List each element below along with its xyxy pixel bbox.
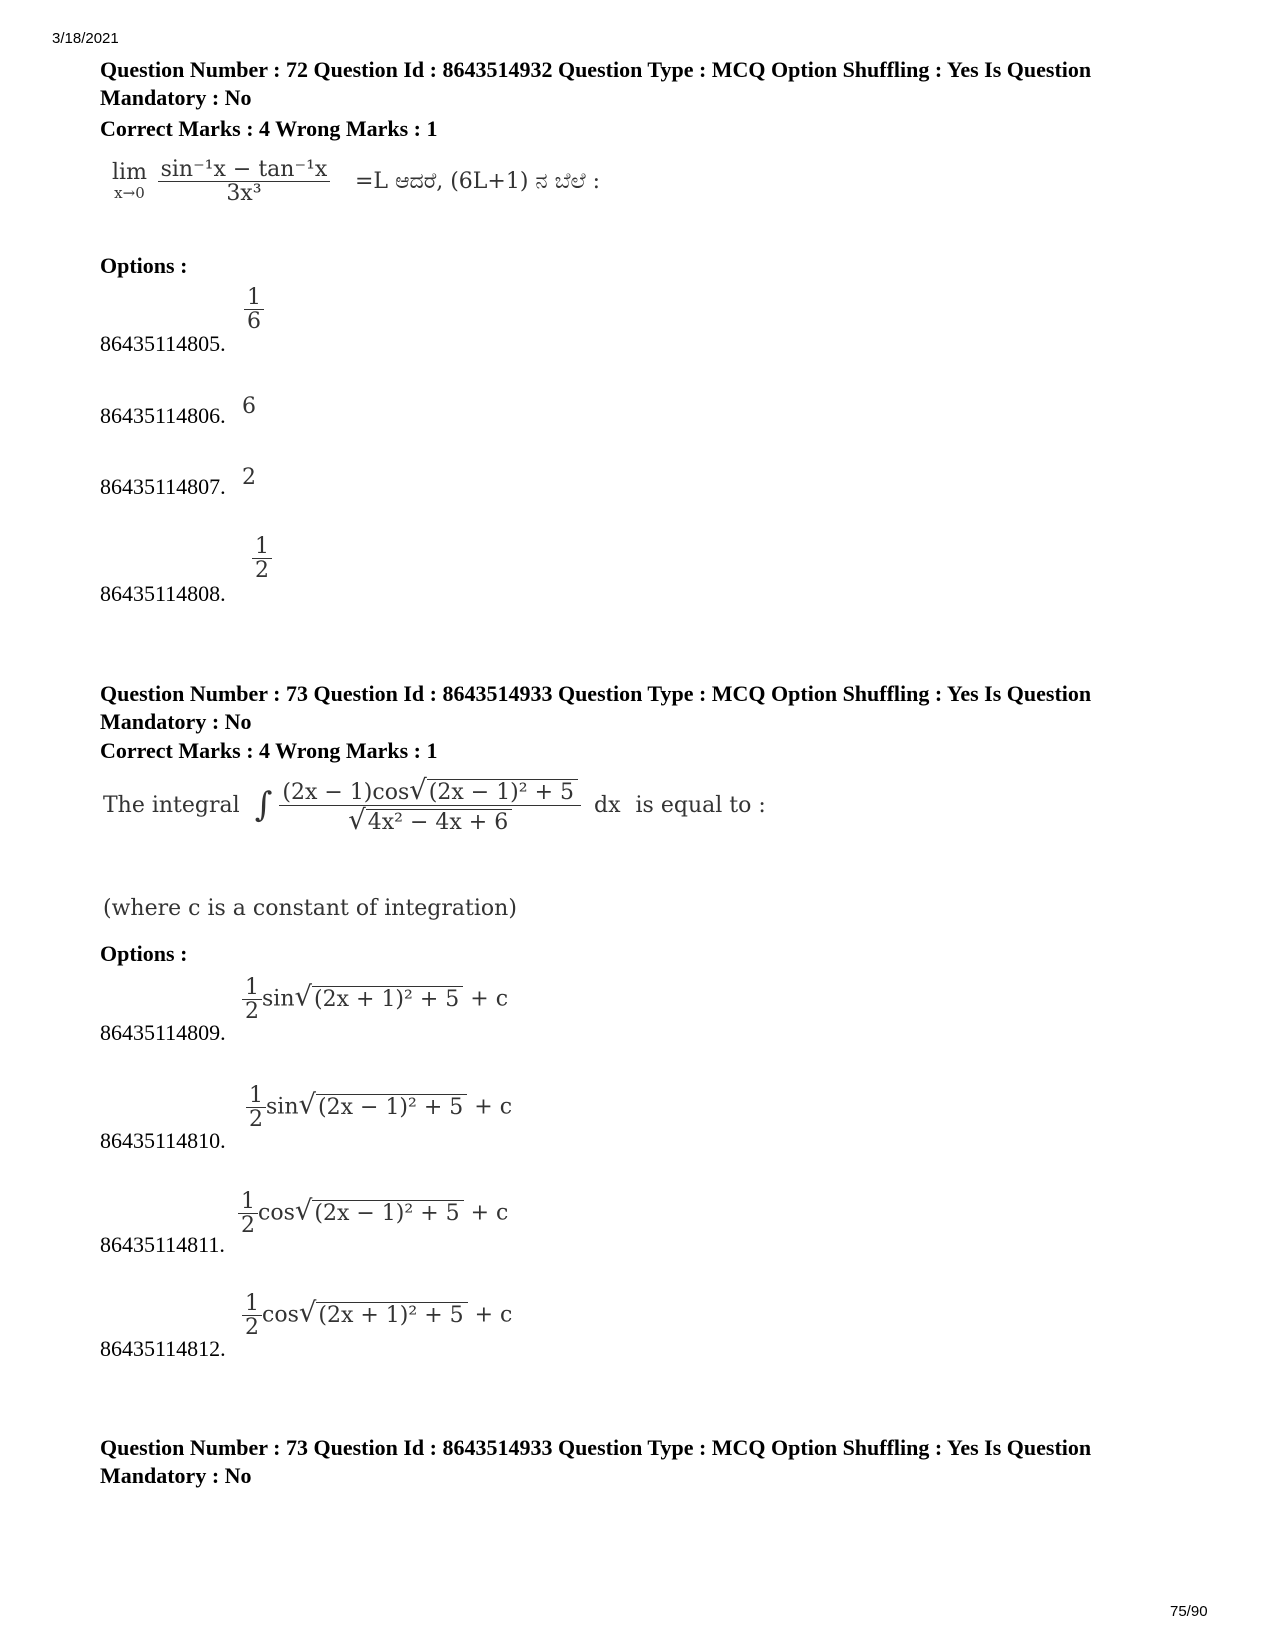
radicand: (2x − 1)² + 5 [312, 1200, 463, 1226]
limit-numerator: sin⁻¹x − tan⁻¹x [158, 158, 331, 182]
question-73-options-label: Options : [100, 941, 188, 966]
fraction-denominator: 2 [255, 558, 269, 584]
fraction-denominator: 2 [241, 1213, 255, 1239]
integral-prefix: The integral [103, 792, 240, 818]
question-72-header: Question Number : 72 Question Id : 8643514932 Question Type : MCQ Option Shuffling : Yes Is Question Mandatory : No [100, 57, 1092, 110]
trig-function: cos [258, 1200, 295, 1226]
fraction-numerator: 1 [244, 286, 264, 310]
page-number: 75/90 [1170, 1603, 1208, 1620]
print-date: 3/18/2021 [52, 30, 119, 47]
integrand-denominator: 4x² − 4x + 6 [366, 809, 512, 835]
radicand: (2x − 1)² + 5 [316, 1094, 467, 1120]
option-value: $\frac{1}{2}$ sin√(2x + 1)² + 5 + c [242, 976, 508, 1023]
trig-function: sin [266, 1094, 299, 1120]
integrand-radicand: (2x − 1)² + 5 [427, 779, 578, 805]
limit-condition: =L ಆದರೆ, (6L+1) ನ ಬೆಲೆ : [354, 168, 601, 194]
constant-term: + c [470, 1200, 509, 1226]
trig-function: sin [262, 986, 295, 1012]
option-value [252, 535, 272, 582]
option-id: 86435114812. [100, 1336, 226, 1361]
option-value: 2 [242, 465, 256, 490]
option-id: 86435114805. [100, 331, 226, 356]
option-id: 86435114809. [100, 1020, 226, 1045]
fraction-numerator: 1 [238, 1190, 258, 1214]
question-72-options-label: Options : [100, 253, 188, 278]
fraction-denominator: 2 [245, 1315, 259, 1341]
fraction-denominator: 2 [245, 999, 259, 1025]
integral-sign: ∫ [254, 785, 273, 826]
question-73-repeat-header: Question Number : 73 Question Id : 8643514933 Question Type : MCQ Option Shuffling : Yes Is Question Mandatory : No [100, 1435, 1092, 1488]
constant-term: + c [474, 1302, 513, 1328]
question-73-header: Question Number : 73 Question Id : 8643514933 Question Type : MCQ Option Shuffling : Yes Is Question Mandatory : No [100, 681, 1092, 734]
option-id: 86435114810. [100, 1128, 226, 1153]
lim-label: lim [112, 160, 147, 186]
option-id: 86435114811. [100, 1232, 225, 1257]
question-73-stem: The integral ∫ $\frac{\text{(2x − 1)cos√(2x − 1)² + 5}}{\text{√4x² − 4x + 6}}$ dx is equal to : [103, 774, 766, 836]
fraction-numerator: 1 [252, 535, 272, 559]
question-72-marks: Correct Marks : 4 Wrong Marks : 1 [100, 116, 438, 141]
differential: dx [594, 792, 621, 818]
option-value: $\frac{1}{2}$ cos√(2x − 1)² + 5 + c [238, 1190, 508, 1237]
question-73-marks: Correct Marks : 4 Wrong Marks : 1 [100, 738, 438, 763]
option-value: $\frac{1}{2}$ cos√(2x + 1)² + 5 + c [242, 1292, 512, 1339]
constant-term: + c [474, 1094, 513, 1120]
fraction-numerator: 1 [242, 1292, 262, 1316]
lim-subscript: x→0 [114, 184, 145, 203]
constant-term: + c [470, 986, 509, 1012]
fraction-numerator: 1 [242, 976, 262, 1000]
option-id: 86435114807. [100, 474, 226, 499]
question-72-stem [112, 158, 600, 205]
integrand-numerator: (2x − 1)cos [282, 780, 410, 805]
option-value [244, 286, 264, 333]
trig-function: cos [262, 1302, 299, 1328]
option-id: 86435114806. [100, 403, 226, 428]
option-value: 6 [242, 394, 256, 419]
limit-denominator: 3x³ [226, 181, 262, 207]
radicand: (2x + 1)² + 5 [312, 986, 463, 1012]
integration-note: (where c is a constant of integration) [103, 896, 517, 921]
fraction-denominator: 6 [247, 309, 261, 335]
radicand: (2x + 1)² + 5 [316, 1302, 467, 1328]
fraction-numerator: 1 [246, 1084, 266, 1108]
fraction-denominator: 2 [249, 1107, 263, 1133]
option-value: $\frac{1}{2}$ sin√(2x − 1)² + 5 + c [246, 1084, 512, 1131]
option-id: 86435114808. [100, 581, 226, 606]
integral-suffix: is equal to : [635, 792, 766, 818]
